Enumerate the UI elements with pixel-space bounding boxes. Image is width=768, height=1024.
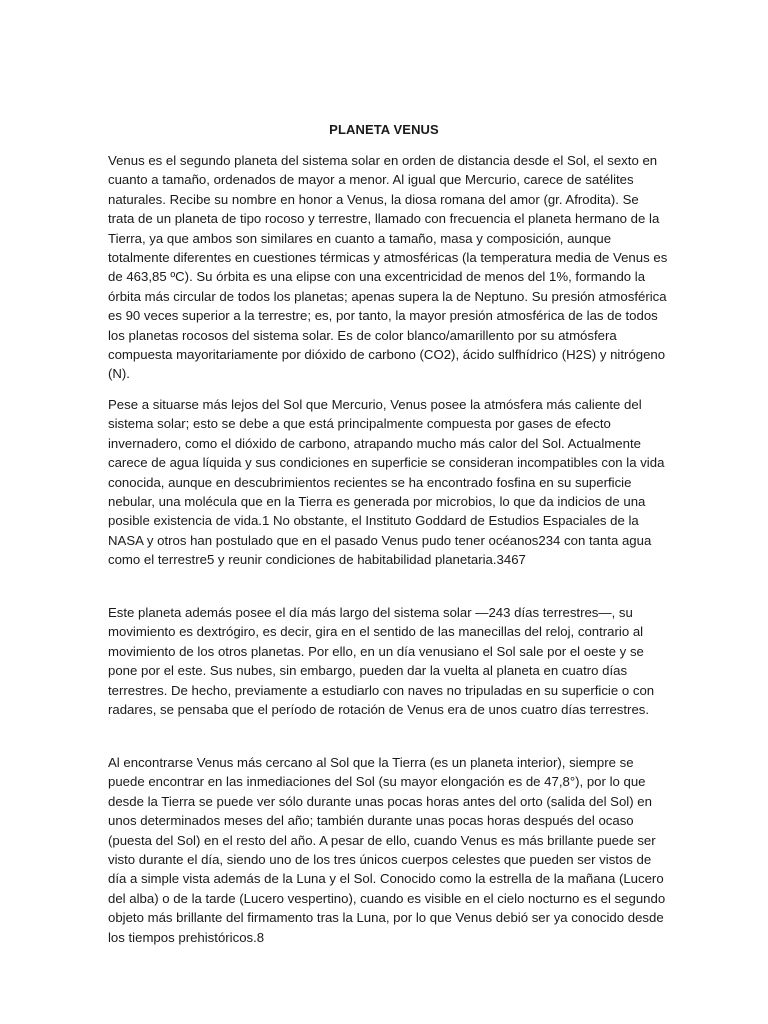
paragraph-1: Venus es el segundo planeta del sistema solar en orden de distancia desde el Sol, el sexto en cuanto a tamaño, ordenados de mayor a menor. Al igual que Mercurio, carece de satélites naturales. Recibe su nombre en honor a Venus, la diosa romana del amor (gr. Afrodita). Se trata de un planeta de tipo rocoso y terrestre, llamado con frecuencia el planeta hermano de la Tierra, ya que ambos son similares en cuanto a tamaño, masa y composición, aunque totalmente diferentes en cuestiones térmicas y atmosféricas (la temperatura media de Venus es de 463,85 ºC). Su órbita es una elipse con una excentricidad de menos del 1%, formando la órbita más circular de todos los planetas; apenas supera la de Neptuno. Su presión atmosférica es 90 veces superior a la terrestre; es, por tanto, la mayor presión atmosférica de las de todos los planetas rocosos del sistema solar. Es de color blanco/amarillento por su atmósfera compuesta mayoritariamente por dióxido de carbono (CO2), ácido sulfhídrico (H2S) y nitrógeno (N). <box>108 153 668 382</box>
paragraph-4: Al encontrarse Venus más cercano al Sol que la Tierra (es un planeta interior), siempre se puede encontrar en las inmediaciones del Sol (su mayor elongación es de 47,8°), por lo que desde la Tierra se puede ver sólo durante unas pocas horas antes del orto (salida del Sol) en unos determinados meses del año; también durante unas pocas horas después del ocaso (puesta del Sol) en el resto del año. A pesar de ello, cuando Venus es más brillante puede ser visto durante el día, siendo uno de los tres únicos cuerpos celestes que pueden ser vistos de día a simple vista además de la Luna y el Sol. Conocido como la estrella de la mañana (Lucero del alba) o de la tarde (Lucero vespertino), cuando es visible en el cielo nocturno es el segundo objeto más brillante del firmamento tras la Luna, por lo que Venus debió ser ya conocido desde los tiempos prehistóricos.8 <box>108 755 666 945</box>
paragraph-3: Este planeta además posee el día más largo del sistema solar —243 días terrestres—, su movimiento es dextrógiro, es decir, gira en el sentido de las manecillas del reloj, contrario al movimiento de los otros planetas. Por ello, en un día venusiano el Sol sale por el oeste y se pone por el este. Sus nubes, sin embargo, pueden dar la vuelta al planeta en cuatro días terrestres. De hecho, previamente a estudiarlo con naves no tripuladas en su superficie o con radares, se pensaba que el período de rotación de Venus era de unos cuatro días terrestres. <box>108 605 655 718</box>
page-title: PLANETA VENUS <box>329 122 439 137</box>
paragraph-2: Pese a situarse más lejos del Sol que Mercurio, Venus posee la atmósfera más caliente del sistema solar; esto se debe a que está principalmente compuesta por gases de efecto invernadero, como el dióxido de carbono, atrapando mucho más calor del Sol. Actualmente carece de agua líquida y sus condiciones en superficie se consideran incompatibles con la vida conocida, aunque en descubrimientos recientes se ha encontrado fosfina en su superficie nebular, una molécula que en la Tierra es generada por microbios, lo que da indicios de una posible existencia de vida.1 No obstante, el Instituto Goddard de Estudios Espaciales de la NASA y otros han postulado que en el pasado Venus pudo tener océanos234 con tanta agua como el terrestre5 y reunir condiciones de habitabilidad planetaria.3467 <box>108 397 665 568</box>
